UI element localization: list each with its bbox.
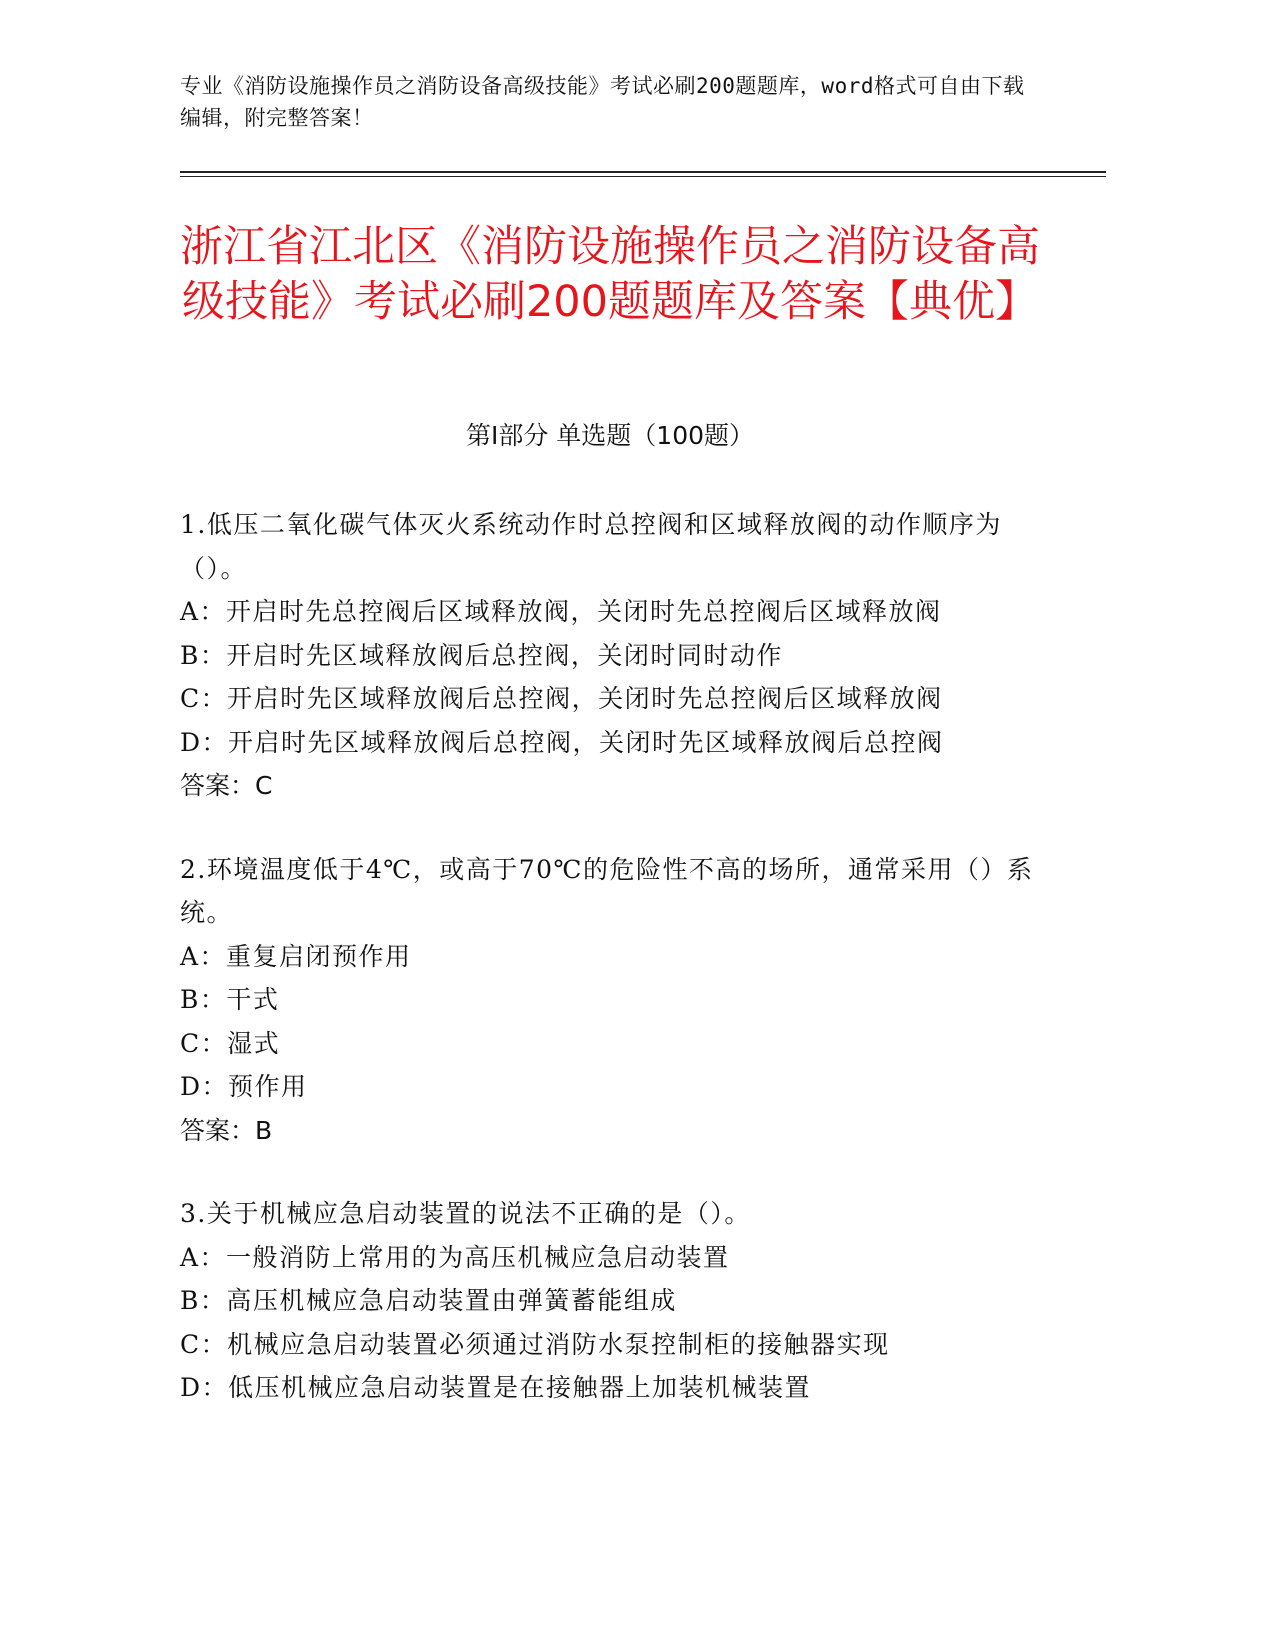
header-divider-thin [180, 176, 1106, 177]
option-d: D：低压机械应急启动装置是在接触器上加装机械装置 [180, 1373, 812, 1402]
option-b: B：开启时先区域释放阀后总控阀，关闭时同时动作 [180, 640, 783, 670]
answer: 答案：C [180, 771, 273, 800]
option-d: D：开启时先区域释放阀后总控阀，关闭时先区域释放阀后总控阀 [180, 727, 944, 757]
question-2 [180, 848, 1040, 1153]
option-a: A：一般消防上常用的为高压机械应急启动装置 [180, 1242, 730, 1272]
option-b: B：高压机械应急启动装置由弹簧蓄能组成 [180, 1286, 677, 1315]
question-stem: 1.低压二氧化碳气体灭火系统动作时总控阀和区域释放阀的动作顺序为（）。 [180, 510, 1002, 583]
section-title: 第I部分 单选题（100题） [465, 421, 755, 450]
question-list [180, 503, 1040, 1450]
header-note: 专业《消防设施操作员之消防设备高级技能》考试必刷200题题库，word格式可自由下载编辑，附完整答案！ [180, 74, 1025, 130]
option-d: D：预作用 [180, 1072, 308, 1101]
option-a: A：重复启闭预作用 [180, 941, 412, 971]
option-c: C：机械应急启动装置必须通过消防水泵控制柜的接触器实现 [180, 1329, 890, 1359]
question-3 [180, 1192, 1040, 1410]
option-c: C：开启时先区域释放阀后总控阀，关闭时先总控阀后区域释放阀 [180, 684, 943, 713]
option-a: A：开启时先总控阀后区域释放阀，关闭时先总控阀后区域释放阀 [180, 597, 942, 626]
header-divider-thick [180, 171, 1106, 173]
question-stem: 3.关于机械应急启动装置的说法不正确的是（）。 [180, 1199, 751, 1228]
option-c: C：湿式 [180, 1028, 281, 1058]
document-title: 浙江省江北区《消防设施操作员之消防设备高级技能》考试必刷200题题库及答案【典优】 [180, 222, 1040, 327]
question-stem: 2.环境温度低于4℃，或高于70℃的危险性不高的场所，通常采用（）系统。 [180, 854, 1034, 927]
option-b: B：干式 [180, 985, 280, 1014]
answer: 答案：B [180, 1115, 273, 1145]
question-1 [180, 503, 1040, 808]
